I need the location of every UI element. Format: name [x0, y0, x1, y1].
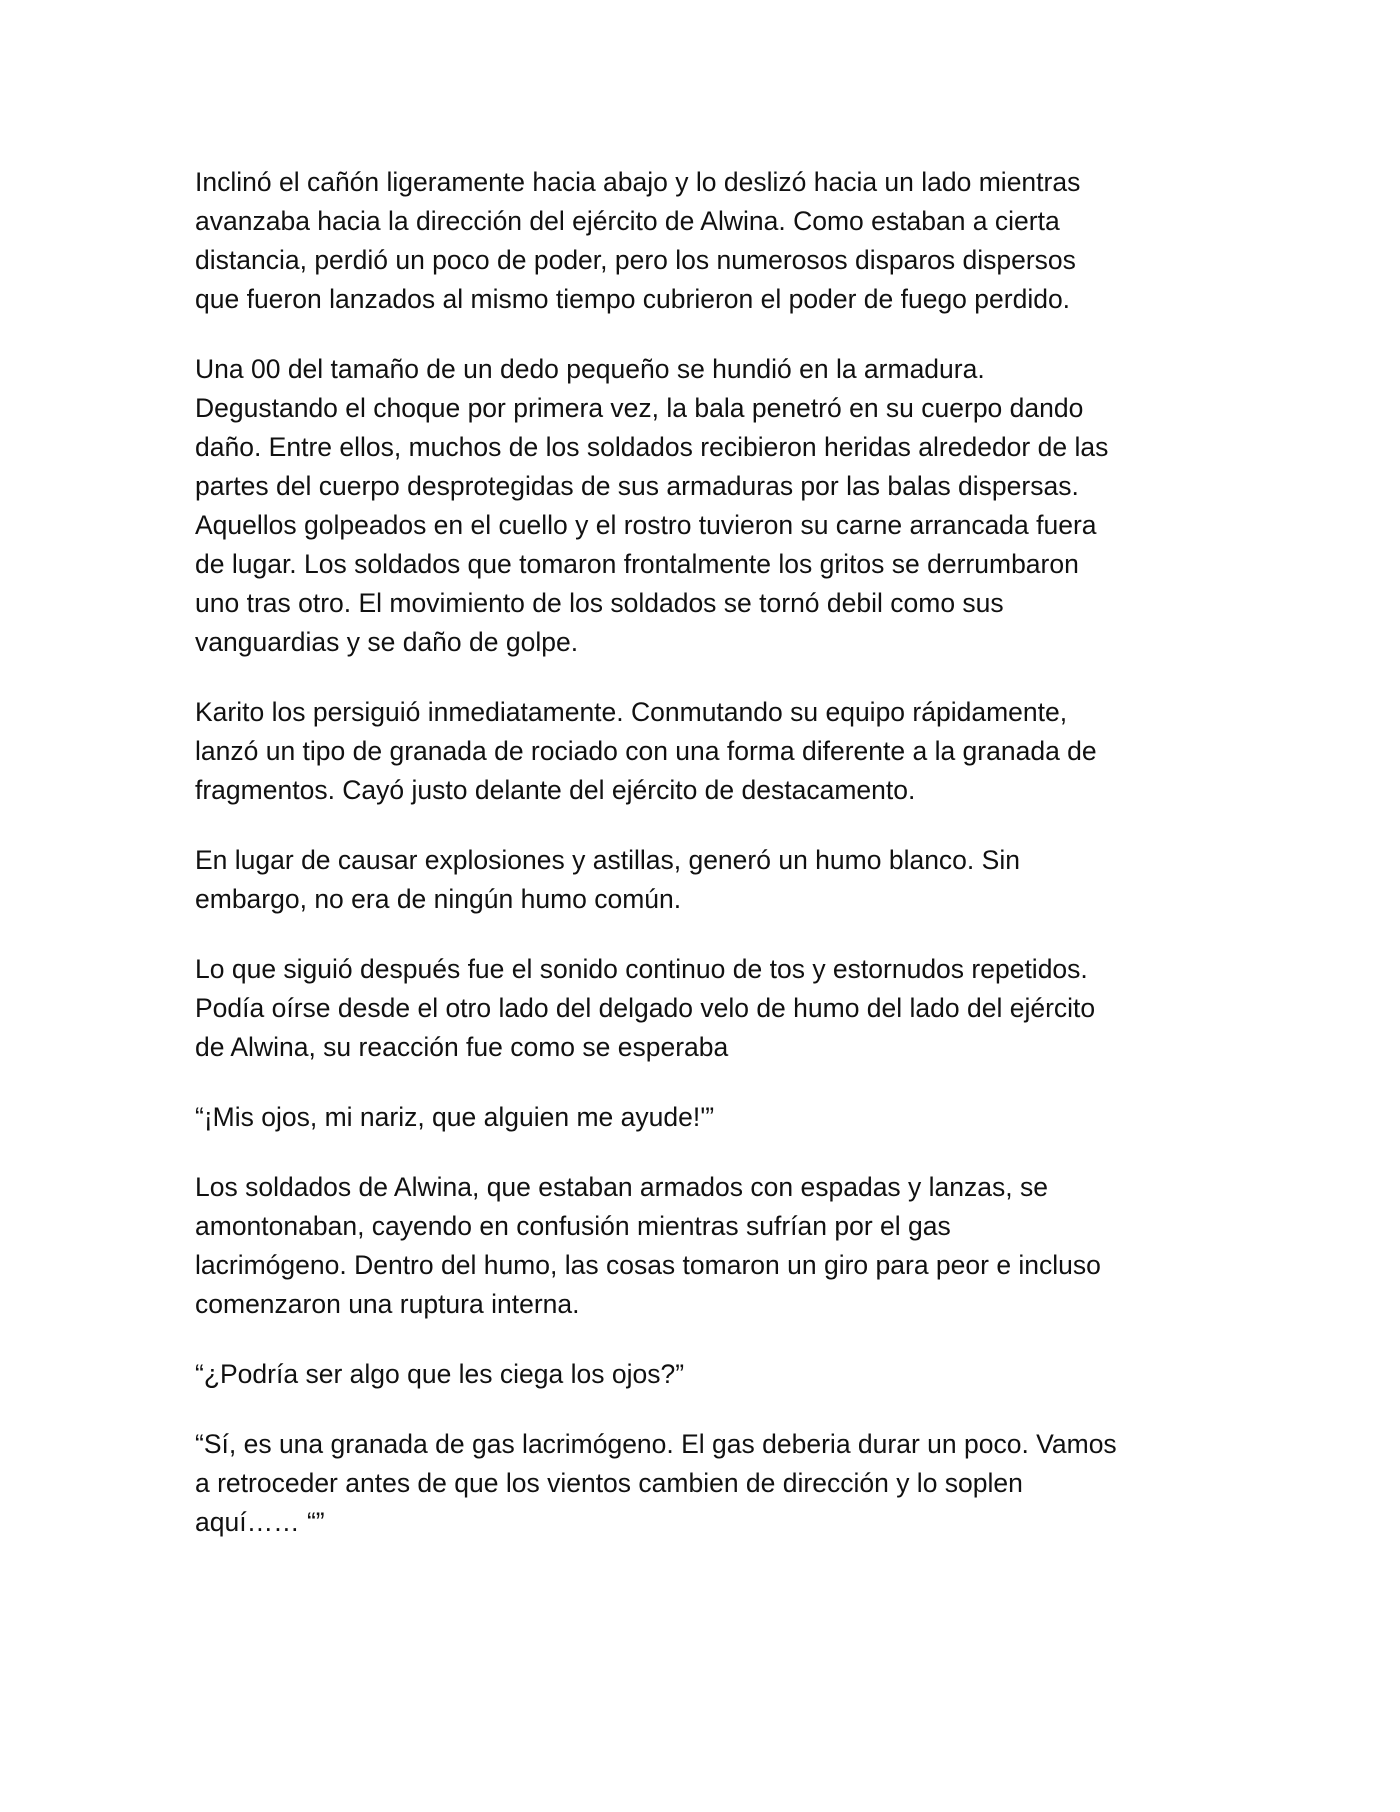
dialogue-line: “Sí, es una granada de gas lacrimógeno. El gas deberia durar un poco. Vamos a retroceder antes de que los vientos cambien de dirección y lo soplen aquí…… “”: [195, 1429, 1117, 1537]
paragraph: Karito los persiguió inmediatamente. Conmutando su equipo rápidamente, lanzó un tipo de granada de rociado con una forma diferente a la granada de fragmentos. Cayó justo delante del ejército de destacamento.: [195, 697, 1097, 805]
dialogue-line: “¡Mis ojos, mi nariz, que alguien me ayude!'”: [195, 1102, 715, 1132]
dialogue-line: “¿Podría ser algo que les ciega los ojos?”: [195, 1359, 685, 1389]
paragraph: Lo que siguió después fue el sonido continuo de tos y estornudos repetidos. Podía oírse desde el otro lado del delgado velo de humo del lado del ejército de Alwina, su reacción fue como se esperaba: [195, 954, 1096, 1062]
paragraph: Inclinó el cañón ligeramente hacia abajo y lo deslizó hacia un lado mientras avanzaba hacia la dirección del ejército de Alwina. Como estaban a cierta distancia, perdió un poco de poder, pero los numerosos disparos dispersos que fueron lanzados al mismo tiempo cubrieron el poder de fuego perdido.: [195, 167, 1081, 314]
paragraph: En lugar de causar explosiones y astillas, generó un humo blanco. Sin embargo, no era de ningún humo común.: [195, 845, 1020, 914]
paragraph: Los soldados de Alwina, que estaban armados con espadas y lanzas, se amontonaban, cayendo en confusión mientras sufrían por el gas lacrimógeno. Dentro del humo, las cosas tomaron un giro para peor e incluso comenzaron una ruptura interna.: [195, 1172, 1101, 1319]
paragraph: Una 00 del tamaño de un dedo pequeño se hundió en la armadura. Degustando el choque por primera vez, la bala penetró en su cuerpo dando daño. Entre ellos, muchos de los soldados recibieron heridas alrededor de las partes del cuerpo desprotegidas de sus armaduras por las balas dispersas. Aquellos golpeados en el cuello y el rostro tuvieron su carne arrancada fuera de lugar. Los soldados que tomaron frontalmente los gritos se derrumbaron uno tras otro. El movimiento de los soldados se tornó debil como sus vanguardias y se daño de golpe.: [195, 354, 1109, 657]
document-page: [195, 163, 1220, 1573]
